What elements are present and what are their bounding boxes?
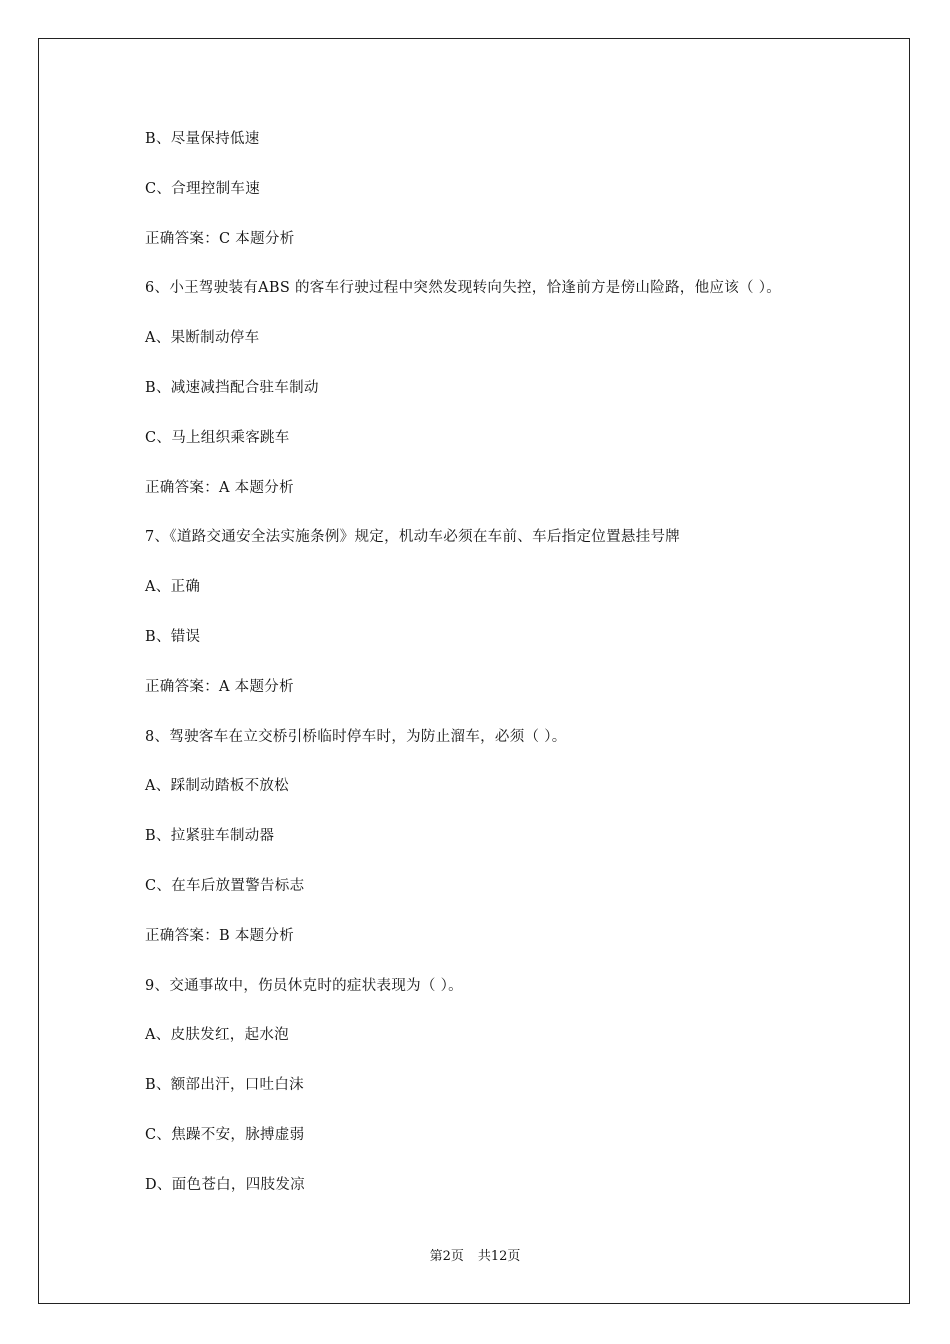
answer-q5: 正确答案：C 本题分析 bbox=[145, 230, 295, 247]
option-a-q9: A、皮肤发红，起水泡 bbox=[145, 1027, 289, 1044]
option-b-q5: B、尽量保持低速 bbox=[145, 131, 260, 147]
option-b-q9: B、额部出汗，口吐白沫 bbox=[145, 1077, 304, 1094]
option-c-q6: C、马上组织乘客跳车 bbox=[145, 429, 290, 446]
question-6: 6、小王驾驶装有ABS 的客车行驶过程中突然发现转向失控，恰逢前方是傍山险路，他应该（ ）。 bbox=[145, 280, 782, 297]
question-8: 8、驾驶客车在立交桥引桥临时停车时，为防止溜车，必须（ ）。 bbox=[145, 728, 567, 745]
option-b-q8: B、拉紧驻车制动器 bbox=[145, 828, 275, 845]
option-a-q8: A、踩制动踏板不放松 bbox=[145, 778, 289, 795]
option-d-q9: D、面色苍白，四肢发凉 bbox=[145, 1176, 305, 1193]
page-number: 第2页 bbox=[429, 1249, 464, 1264]
answer-q8: 正确答案：B 本题分析 bbox=[145, 927, 295, 944]
option-c-q5: C、合理控制车速 bbox=[145, 180, 260, 197]
question-7: 7、《道路交通安全法实施条例》规定，机动车必须在车前、车后指定位置悬挂号牌 bbox=[145, 529, 681, 546]
page-footer bbox=[0, 1247, 950, 1267]
document-body bbox=[145, 128, 845, 1224]
question-9: 9、交通事故中，伤员休克时的症状表现为（ ）。 bbox=[145, 977, 463, 994]
page-total: 共12页 bbox=[477, 1249, 521, 1264]
option-b-q6: B、减速减挡配合驻车制动 bbox=[145, 379, 319, 396]
option-a-q7: A、正确 bbox=[145, 579, 201, 596]
option-b-q7: B、错误 bbox=[145, 628, 201, 645]
option-a-q6: A、果断制动停车 bbox=[145, 330, 260, 347]
answer-q7: 正确答案：A 本题分析 bbox=[145, 678, 294, 695]
option-c-q9: C、焦躁不安，脉搏虚弱 bbox=[145, 1126, 305, 1143]
option-c-q8: C、在车后放置警告标志 bbox=[145, 877, 305, 894]
answer-q6: 正确答案：A 本题分析 bbox=[145, 479, 294, 496]
